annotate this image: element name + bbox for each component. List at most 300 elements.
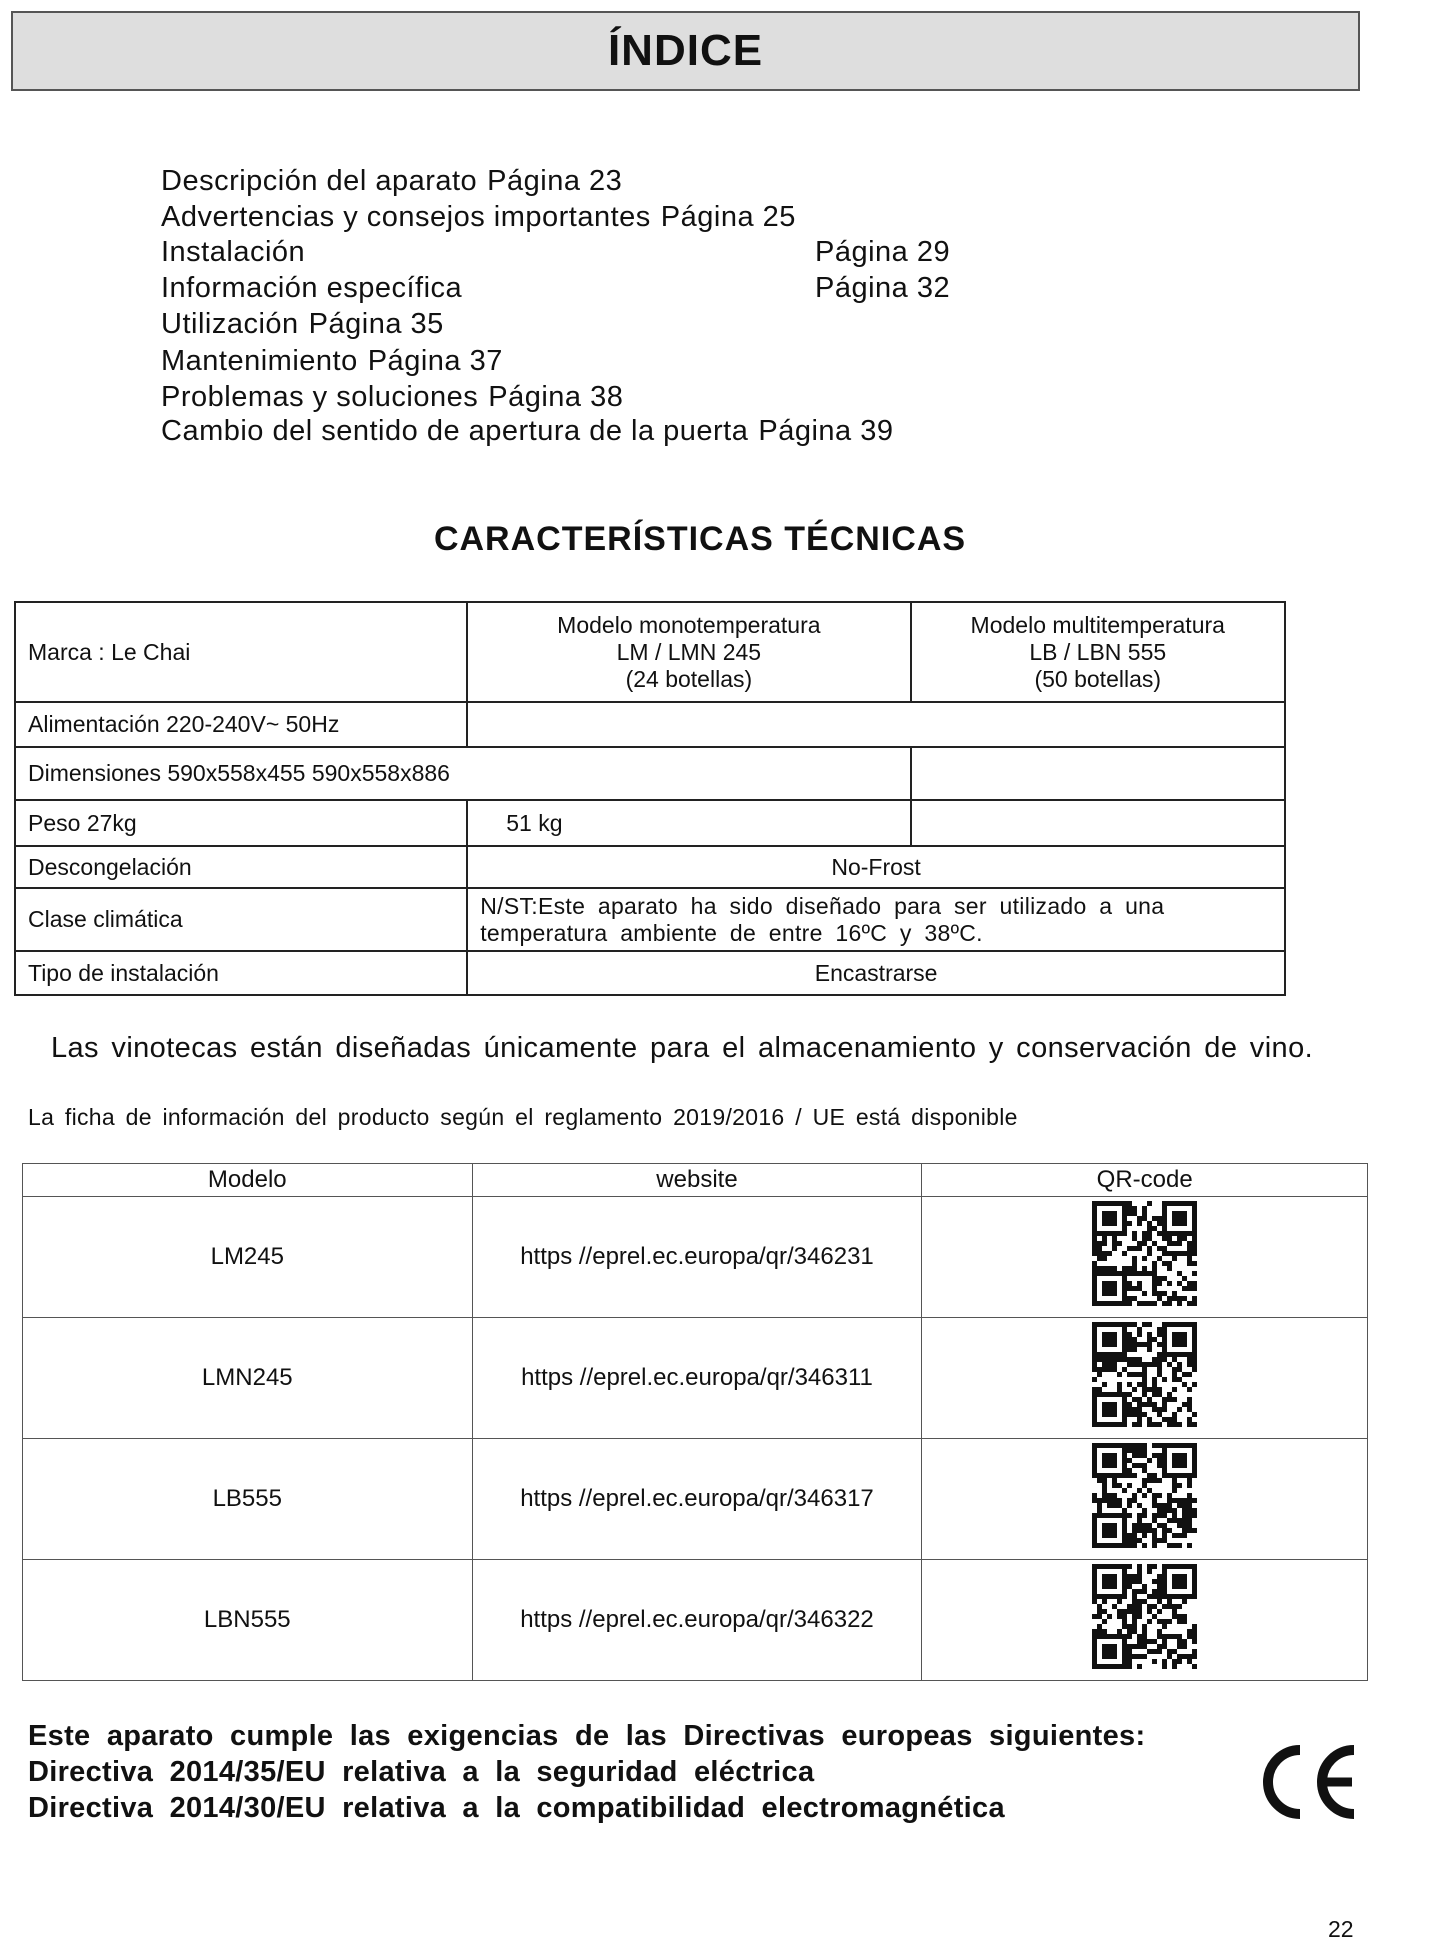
qr-module — [1147, 1569, 1152, 1574]
qr-module — [1097, 1634, 1102, 1639]
qr-module — [1177, 1407, 1182, 1412]
qr-module — [1092, 1538, 1097, 1543]
qr-module — [1157, 1443, 1162, 1448]
qr-module — [1092, 1422, 1097, 1427]
qr-module — [1187, 1634, 1192, 1639]
qr-module — [1162, 1332, 1167, 1337]
qr-module — [1112, 1332, 1117, 1337]
qr-module — [1157, 1367, 1162, 1372]
qr-module — [1102, 1241, 1107, 1246]
qr-module — [1102, 1493, 1107, 1498]
qr-module — [1162, 1523, 1167, 1528]
qr-module — [1147, 1251, 1152, 1256]
qr-module — [1107, 1493, 1112, 1498]
qr-module — [1157, 1392, 1162, 1397]
qr-module — [1132, 1644, 1137, 1649]
qr-module — [1167, 1493, 1172, 1498]
model-cell: LMN245 — [23, 1318, 473, 1439]
qr-module — [1112, 1584, 1117, 1589]
qr-module — [1112, 1503, 1117, 1508]
toc-item-label: Utilización — [161, 308, 299, 340]
install-label-cell: Tipo de instalación — [15, 951, 467, 995]
qr-module — [1127, 1332, 1132, 1337]
qr-module — [1182, 1473, 1187, 1478]
qr-module — [1122, 1357, 1127, 1362]
qr-module — [1132, 1619, 1137, 1624]
qr-module — [1112, 1266, 1117, 1271]
qr-module — [1117, 1629, 1122, 1634]
qr-module — [1142, 1342, 1147, 1347]
qr-module — [1182, 1503, 1187, 1508]
qr-module — [1112, 1322, 1117, 1327]
qr-module — [1102, 1498, 1107, 1503]
qr-module — [1152, 1402, 1157, 1407]
qr-module — [1122, 1417, 1127, 1422]
qr-module — [1177, 1659, 1182, 1664]
qr-module — [1177, 1377, 1182, 1382]
qr-module — [1172, 1609, 1177, 1614]
toc-item-label: Mantenimiento — [161, 345, 358, 377]
qr-module — [1092, 1412, 1097, 1417]
qr-module — [1117, 1634, 1122, 1639]
qr-module — [1122, 1201, 1127, 1206]
qr-module — [1122, 1231, 1127, 1236]
qr-module — [1182, 1564, 1187, 1569]
toc-item-page: Página 32 — [815, 272, 951, 304]
qr-module — [1112, 1458, 1117, 1463]
qr-module — [1092, 1332, 1097, 1337]
qr-module — [1182, 1508, 1187, 1513]
qr-module — [1187, 1654, 1192, 1659]
ce-mark-icon — [1252, 1740, 1362, 1824]
qr-module — [1157, 1246, 1162, 1251]
qr-module — [1162, 1407, 1167, 1412]
qr-module — [1117, 1271, 1122, 1276]
qr-module — [1177, 1236, 1182, 1241]
qr-row — [23, 1318, 1368, 1439]
qr-module — [1122, 1619, 1127, 1624]
qr-module — [1107, 1291, 1112, 1296]
qr-module — [1112, 1367, 1117, 1372]
qr-module — [1117, 1483, 1122, 1488]
qr-module — [1172, 1579, 1177, 1584]
qr-module — [1162, 1276, 1167, 1281]
qr-module — [1092, 1594, 1097, 1599]
qr-module — [1117, 1564, 1122, 1569]
qr-module — [1132, 1412, 1137, 1417]
qr-module — [1112, 1412, 1117, 1417]
qr-module — [1167, 1564, 1172, 1569]
spec-table — [14, 601, 1286, 996]
qr-module — [1112, 1241, 1117, 1246]
qr-module — [1092, 1271, 1097, 1276]
qr-module — [1112, 1443, 1117, 1448]
qr-module — [1132, 1453, 1137, 1458]
qr-module — [1122, 1473, 1127, 1478]
qr-module — [1192, 1241, 1197, 1246]
qr-module — [1137, 1528, 1142, 1533]
qr-row — [23, 1197, 1368, 1318]
qr-module — [1107, 1332, 1112, 1337]
qr-module — [1107, 1286, 1112, 1291]
qr-module — [1167, 1236, 1172, 1241]
qr-module — [1142, 1216, 1147, 1221]
qr-module — [1132, 1574, 1137, 1579]
qr-module — [1132, 1599, 1137, 1604]
qr-module — [1137, 1654, 1142, 1659]
qr-module — [1182, 1639, 1187, 1644]
qr-module — [1102, 1211, 1107, 1216]
qr-module — [1112, 1478, 1117, 1483]
qr-module — [1147, 1523, 1152, 1528]
qr-module — [1107, 1422, 1112, 1427]
toc-item-label: Advertencias y consejos importantes — [161, 201, 651, 233]
url-link[interactable]: https //eprel.ec.europa/qr/346317 — [472, 1439, 922, 1560]
qr-module — [1092, 1417, 1097, 1422]
qr-module — [1132, 1296, 1137, 1301]
toc-item-label: Información específica — [161, 272, 463, 304]
qr-module — [1117, 1664, 1122, 1669]
qr-module — [1122, 1468, 1127, 1473]
qr-module — [1147, 1528, 1152, 1533]
qr-module — [1137, 1397, 1142, 1402]
qr-module — [1127, 1483, 1132, 1488]
qr-module — [1157, 1463, 1162, 1468]
qr-module — [1192, 1221, 1197, 1226]
qr-module — [1127, 1538, 1132, 1543]
qr-module — [1187, 1301, 1192, 1306]
qr-module — [1107, 1584, 1112, 1589]
url-link[interactable]: https //eprel.ec.europa/qr/346231 — [472, 1197, 922, 1318]
qr-module — [1107, 1543, 1112, 1548]
qr-module — [1107, 1322, 1112, 1327]
qr-module — [1162, 1342, 1167, 1347]
qr-module — [1127, 1604, 1132, 1609]
qr-module — [1107, 1503, 1112, 1508]
qr-module — [1187, 1528, 1192, 1533]
qr-module — [1152, 1518, 1157, 1523]
qr-module — [1132, 1594, 1137, 1599]
qr-module — [1152, 1659, 1157, 1664]
qr-module — [1182, 1216, 1187, 1221]
qr-module — [1132, 1654, 1137, 1659]
qr-module — [1122, 1281, 1127, 1286]
qr-module — [1182, 1463, 1187, 1468]
qr-module — [1157, 1291, 1162, 1296]
qr-module — [1192, 1412, 1197, 1417]
qr-module — [1172, 1387, 1177, 1392]
qr-module — [1102, 1367, 1107, 1372]
qr-module — [1102, 1337, 1107, 1342]
qr-module — [1182, 1523, 1187, 1528]
qr-module — [1102, 1322, 1107, 1327]
qr-module — [1162, 1574, 1167, 1579]
qr-module — [1092, 1518, 1097, 1523]
qr-module — [1172, 1296, 1177, 1301]
qr-module — [1177, 1332, 1182, 1337]
qr-module — [1177, 1422, 1182, 1427]
qr-module — [1152, 1453, 1157, 1458]
url-link[interactable]: https //eprel.ec.europa/qr/346322 — [472, 1560, 922, 1681]
qr-module — [1102, 1342, 1107, 1347]
qr-module — [1167, 1231, 1172, 1236]
qr-module — [1097, 1478, 1102, 1483]
qr-module — [1127, 1402, 1132, 1407]
qr-module — [1097, 1664, 1102, 1669]
qr-module — [1172, 1488, 1177, 1493]
qr-module — [1132, 1407, 1137, 1412]
qr-module — [1172, 1458, 1177, 1463]
spec-row — [15, 747, 1285, 800]
qr-module — [1177, 1533, 1182, 1538]
qr-module — [1157, 1407, 1162, 1412]
qr-module — [1142, 1372, 1147, 1377]
qr-module — [1177, 1281, 1182, 1286]
qr-module — [1162, 1564, 1167, 1569]
qr-module — [1182, 1574, 1187, 1579]
qr-module — [1137, 1538, 1142, 1543]
qr-code-icon[interactable] — [1092, 1201, 1197, 1313]
qr-module — [1127, 1448, 1132, 1453]
qr-module — [1112, 1342, 1117, 1347]
qr-module — [1102, 1392, 1107, 1397]
qr-module — [1167, 1473, 1172, 1478]
qr-module — [1172, 1337, 1177, 1342]
qr-module — [1187, 1543, 1192, 1548]
qr-module — [1192, 1327, 1197, 1332]
qr-module — [1122, 1367, 1127, 1372]
qr-module — [1112, 1528, 1117, 1533]
qr-module — [1112, 1211, 1117, 1216]
qr-code-icon[interactable] — [1092, 1322, 1197, 1434]
dimensions-cell: Dimensiones 590x558x455 590x558x886 — [15, 747, 911, 800]
qr-module — [1112, 1286, 1117, 1291]
qr-module — [1157, 1538, 1162, 1543]
qr-module — [1127, 1664, 1132, 1669]
qr-module — [1137, 1412, 1142, 1417]
qr-module — [1142, 1599, 1147, 1604]
qr-module — [1167, 1604, 1172, 1609]
qr-module — [1177, 1231, 1182, 1236]
qr-module — [1122, 1251, 1127, 1256]
qr-module — [1157, 1387, 1162, 1392]
qr-module — [1167, 1352, 1172, 1357]
qr-module — [1112, 1422, 1117, 1427]
spec-row — [15, 888, 1285, 951]
qr-module — [1147, 1649, 1152, 1654]
qr-row — [23, 1560, 1368, 1681]
qr-module — [1152, 1503, 1157, 1508]
qr-module — [1192, 1211, 1197, 1216]
qr-module — [1162, 1604, 1167, 1609]
qr-module — [1097, 1629, 1102, 1634]
qr-module — [1122, 1564, 1127, 1569]
qr-module — [1102, 1443, 1107, 1448]
qr-module — [1172, 1483, 1177, 1488]
qr-module — [1132, 1473, 1137, 1478]
qr-module — [1122, 1574, 1127, 1579]
qr-module — [1187, 1261, 1192, 1266]
qr-module — [1102, 1221, 1107, 1226]
qr-module — [1167, 1281, 1172, 1286]
qr-table-header — [23, 1164, 1368, 1197]
qr-module — [1132, 1357, 1137, 1362]
qr-module — [1127, 1322, 1132, 1327]
qr-module — [1147, 1402, 1152, 1407]
qr-module — [1192, 1201, 1197, 1206]
qr-module — [1167, 1443, 1172, 1448]
qr-module — [1142, 1256, 1147, 1261]
qr-module — [1177, 1584, 1182, 1589]
qr-module — [1092, 1352, 1097, 1357]
qr-module — [1127, 1533, 1132, 1538]
qr-module — [1187, 1498, 1192, 1503]
qr-module — [1157, 1422, 1162, 1427]
qr-module — [1152, 1226, 1157, 1231]
qr-module — [1107, 1352, 1112, 1357]
qr-module — [1162, 1448, 1167, 1453]
qr-module — [1092, 1327, 1097, 1332]
model-multi-line: Modelo multitemperatura — [970, 611, 1225, 638]
qr-module — [1172, 1614, 1177, 1619]
qr-module — [1152, 1513, 1157, 1518]
tech-section-title: CARACTERÍSTICAS TÉCNICAS — [433, 520, 967, 558]
qr-module — [1157, 1649, 1162, 1654]
spec-row — [15, 702, 1285, 747]
qr-module — [1167, 1543, 1172, 1548]
qr-module — [1122, 1221, 1127, 1226]
qr-module — [1187, 1417, 1192, 1422]
qr-module — [1117, 1609, 1122, 1614]
qr-module — [1157, 1619, 1162, 1624]
qr-module — [1092, 1513, 1097, 1518]
qr-module — [1137, 1564, 1142, 1569]
qr-module — [1102, 1266, 1107, 1271]
qr-module — [1157, 1281, 1162, 1286]
qr-module — [1152, 1281, 1157, 1286]
qr-module — [1092, 1659, 1097, 1664]
qr-module — [1127, 1362, 1132, 1367]
qr-module — [1192, 1236, 1197, 1241]
qr-module — [1142, 1448, 1147, 1453]
qr-module — [1122, 1528, 1127, 1533]
qr-module — [1137, 1453, 1142, 1458]
qr-module — [1092, 1236, 1097, 1241]
qr-module — [1122, 1654, 1127, 1659]
qr-module — [1177, 1523, 1182, 1528]
qr-module — [1182, 1599, 1187, 1604]
qr-code-icon[interactable] — [1092, 1443, 1197, 1555]
qr-module — [1122, 1589, 1127, 1594]
qr-module — [1107, 1211, 1112, 1216]
qr-module — [1097, 1609, 1102, 1614]
qr-module — [1112, 1216, 1117, 1221]
qr-module — [1092, 1221, 1097, 1226]
directives-line: Directiva 2014/30/EU relativa a la compatibilidad electromagnética — [28, 1792, 1005, 1824]
qr-cell — [922, 1197, 1368, 1318]
qr-module — [1102, 1362, 1107, 1367]
qr-module — [1132, 1538, 1137, 1543]
qr-module — [1112, 1513, 1117, 1518]
vino-note: Las vinotecas están diseñadas únicamente para el almacenamiento y conservación de vino. — [51, 1032, 1314, 1064]
qr-module — [1112, 1664, 1117, 1669]
qr-module — [1132, 1443, 1137, 1448]
qr-module — [1167, 1296, 1172, 1301]
qr-module — [1107, 1266, 1112, 1271]
qr-module — [1112, 1574, 1117, 1579]
qr-module — [1157, 1493, 1162, 1498]
qr-module — [1122, 1543, 1127, 1548]
qr-module — [1177, 1458, 1182, 1463]
qr-module — [1132, 1266, 1137, 1271]
qr-module — [1107, 1579, 1112, 1584]
qr-module — [1182, 1579, 1187, 1584]
climate-value-cell — [467, 888, 1285, 951]
qr-module — [1162, 1397, 1167, 1402]
qr-module — [1152, 1538, 1157, 1543]
qr-module — [1192, 1286, 1197, 1291]
qr-module — [1122, 1342, 1127, 1347]
qr-module — [1102, 1599, 1107, 1604]
qr-module — [1162, 1624, 1167, 1629]
qr-module — [1152, 1498, 1157, 1503]
qr-module — [1107, 1528, 1112, 1533]
qr-module — [1122, 1412, 1127, 1417]
qr-code-icon[interactable] — [1092, 1564, 1197, 1676]
qr-module — [1102, 1236, 1107, 1241]
defrost-value-cell: No-Frost — [467, 846, 1285, 888]
qr-module — [1192, 1528, 1197, 1533]
qr-module — [1107, 1654, 1112, 1659]
qr-module — [1122, 1634, 1127, 1639]
qr-module — [1152, 1579, 1157, 1584]
qr-module — [1172, 1241, 1177, 1246]
qr-module — [1092, 1654, 1097, 1659]
qr-module — [1182, 1286, 1187, 1291]
qr-module — [1137, 1281, 1142, 1286]
qr-module — [1137, 1271, 1142, 1276]
qr-module — [1167, 1322, 1172, 1327]
install-value-cell: Encastrarse — [467, 951, 1285, 995]
qr-module — [1172, 1211, 1177, 1216]
qr-module — [1142, 1508, 1147, 1513]
qr-module — [1192, 1508, 1197, 1513]
qr-module — [1097, 1604, 1102, 1609]
qr-module — [1137, 1301, 1142, 1306]
qr-module — [1122, 1296, 1127, 1301]
qr-module — [1142, 1523, 1147, 1528]
qr-module — [1142, 1513, 1147, 1518]
qr-module — [1182, 1322, 1187, 1327]
qr-module — [1132, 1387, 1137, 1392]
qr-module — [1127, 1337, 1132, 1342]
qr-module — [1092, 1543, 1097, 1548]
qr-module — [1092, 1251, 1097, 1256]
qr-module — [1162, 1584, 1167, 1589]
qr-module — [1102, 1644, 1107, 1649]
qr-module — [1127, 1579, 1132, 1584]
url-link[interactable]: https //eprel.ec.europa/qr/346311 — [472, 1318, 922, 1439]
qr-module — [1102, 1523, 1107, 1528]
model-mono-cell — [467, 602, 910, 702]
qr-module — [1192, 1322, 1197, 1327]
qr-module — [1132, 1342, 1137, 1347]
qr-module — [1147, 1387, 1152, 1392]
qr-module — [1177, 1614, 1182, 1619]
qr-module — [1142, 1211, 1147, 1216]
qr-module — [1092, 1291, 1097, 1296]
qr-module — [1142, 1271, 1147, 1276]
